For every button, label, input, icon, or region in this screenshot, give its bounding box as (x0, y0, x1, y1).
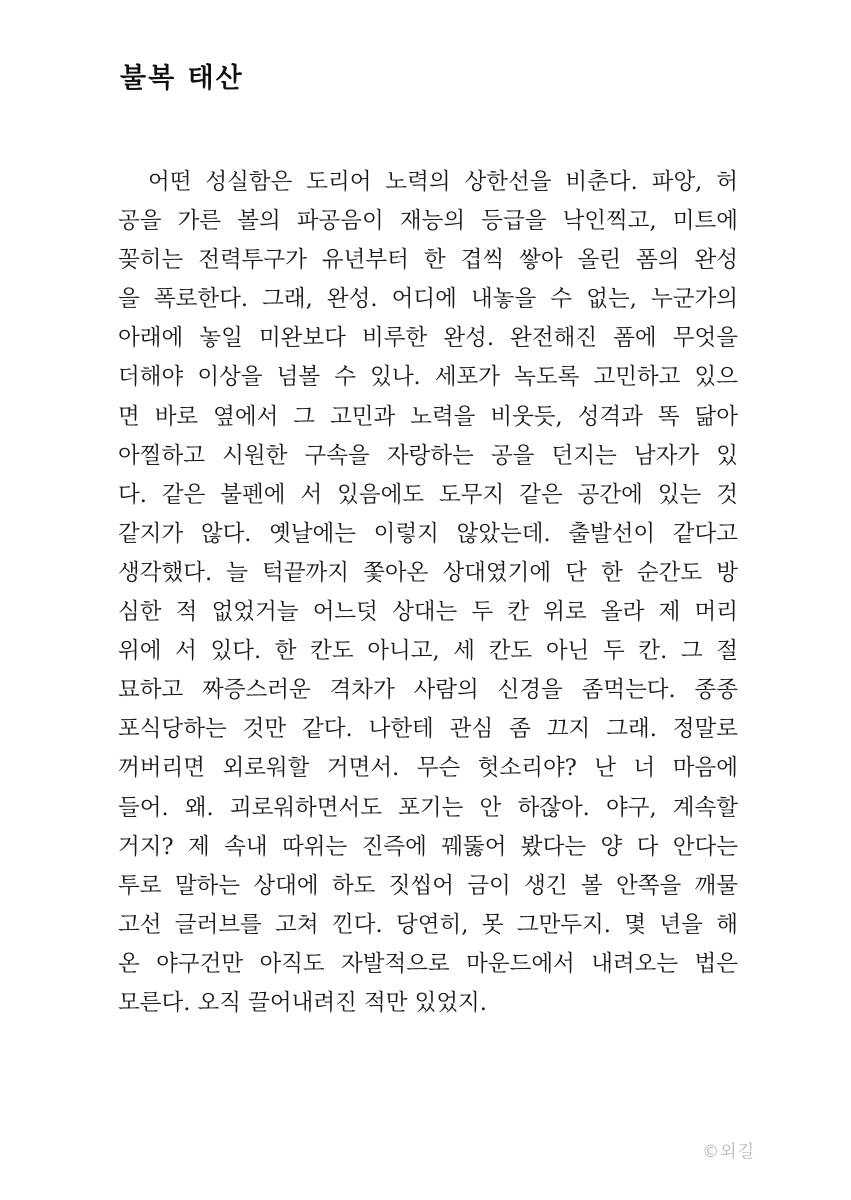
text-line: 다. 같은 불펜에 서 있음에도 도무지 같은 공간에 있는 것 (118, 481, 738, 508)
text-line: 생각했다. 늘 턱끝까지 쫓아온 상대였기에 단 한 순간도 방 (118, 559, 738, 586)
body-paragraph (118, 163, 738, 1023)
text-line: 아래에 놓일 미완보다 비루한 완성. 완전해진 폼에 무엇을 (118, 325, 738, 352)
text-line: 온 야구건만 아직도 자발적으로 마운드에서 내려오는 법은 (118, 950, 738, 977)
text-line: 위에 서 있다. 한 칸도 아니고, 세 칸도 아닌 두 칸. 그 절 (118, 638, 738, 665)
text-line: 포식당하는 것만 같다. 나한테 관심 좀 끄지 그래. 정말로 (118, 716, 738, 743)
text-line: 모른다. 오직 끌어내려진 적만 있었지. (118, 989, 487, 1016)
text-line: 더해야 이상을 넘볼 수 있나. 세포가 녹도록 고민하고 있으 (118, 364, 738, 391)
text-line: 투로 말하는 상대에 하도 짓씹어 금이 생긴 볼 안쪽을 깨물 (118, 872, 738, 899)
text-line: 고선 글러브를 고쳐 낀다. 당연히, 못 그만두지. 몇 년을 해 (118, 911, 738, 938)
copyright-mark: ©외길 (702, 1142, 755, 1162)
text-line: 꺼버리면 외로워할 거면서. 무슨 헛소리야? 난 너 마음에 (118, 755, 738, 782)
text-line: 어떤 성실함은 도리어 노력의 상한선을 비춘다. 파앙, 허 (148, 169, 738, 195)
text-line: 심한 적 없었거늘 어느덧 상대는 두 칸 위로 올라 제 머리 (118, 599, 738, 626)
text-line: 공을 가른 볼의 파공음이 재능의 등급을 낙인찍고, 미트에 (118, 208, 738, 235)
text-line: 들어. 왜. 괴로워하면서도 포기는 안 하잖아. 야구, 계속할 (118, 794, 738, 821)
text-line: 아찔하고 시원한 구속을 자랑하는 공을 던지는 남자가 있 (118, 442, 738, 469)
text-line: 꽂히는 전력투구가 유년부터 한 겹씩 쌓아 올린 폼의 완성 (118, 247, 738, 274)
text-line: 면 바로 옆에서 그 고민과 노력을 비웃듯, 성격과 똑 닮아 (118, 403, 738, 430)
text-line: 같지가 않다. 옛날에는 이렇지 않았는데. 출발선이 같다고 (118, 520, 738, 547)
text-line: 거지? 제 속내 따위는 진즉에 꿰뚫어 봤다는 양 다 안다는 (118, 833, 738, 860)
document-title: 불복 태산 (120, 63, 244, 94)
text-line: 묘하고 짜증스러운 격차가 사람의 신경을 좀먹는다. 종종 (118, 677, 738, 704)
text-line: 을 폭로한다. 그래, 완성. 어디에 내놓을 수 없는, 누군가의 (118, 286, 738, 313)
